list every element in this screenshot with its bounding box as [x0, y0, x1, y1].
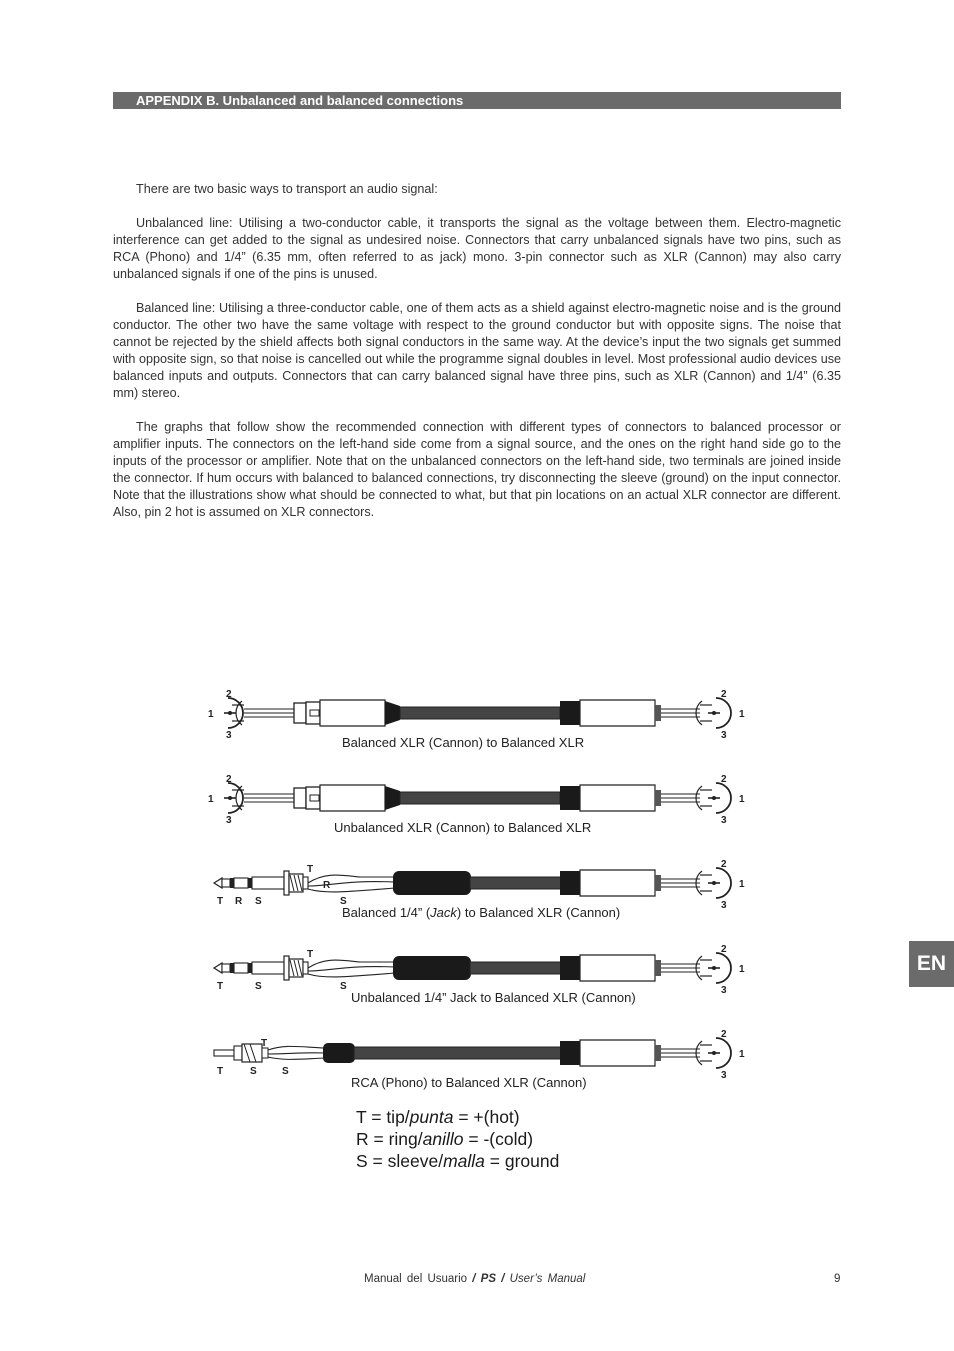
legend-tip: T = tip/punta = +(hot) — [356, 1107, 520, 1127]
row-balanced-xlr — [208, 689, 745, 750]
caption-balanced-xlr: Balanced XLR (Cannon) to Balanced XLR — [342, 735, 585, 750]
manual-title: Manual del Usuario / PS / User’s Manual — [364, 1273, 586, 1285]
page-footer — [0, 1273, 954, 1289]
pin-label: 2 — [721, 774, 727, 785]
pin-label: S — [282, 1066, 289, 1077]
pin-label: R — [235, 896, 243, 907]
paragraph-intro: There are two basic ways to transport an audio signal: — [136, 182, 438, 196]
pin-label: T — [217, 981, 224, 992]
paragraph-unbalanced: Unbalanced line: Utilising a two-conductor cable, it transports the signal as the voltage between them. Electro-magnetic interference can get added to the signal as undesired noise. Connectors that carry unbalanced signals have two pins, such as RCA (Phono) and 1/4” (6.35 mm, often referred to as jack) mono. 3-pin connector such as XLR (Cannon) may also carry unbalanced signals if one of the pins is unused. — [113, 216, 841, 281]
pin-label: S — [340, 896, 347, 907]
pin-label: S — [255, 981, 262, 992]
paragraph-graphs: The graphs that follow show the recommended connection with different types of connectors to balanced processor or amplifier inputs. The connectors on the left-hand side come from a signal source, and the ones on the right hand side go to the inputs of the processor or amplifier. Note that on the unbalanced connectors on the left-hand side, two terminals are joined inside the connector. If hum occurs with balanced to balanced connections, try disconnecting the sleeve (ground) on the input connector. Note that the illustrations show what should be connected to what, but that pin locations on an actual XLR connector are different. Also, pin 2 hot is assumed on XLR connectors. — [113, 420, 841, 519]
row-unbalanced-jack — [214, 944, 745, 1005]
pin-label: 1 — [739, 964, 745, 975]
pin-label: T — [307, 949, 314, 960]
row-unbalanced-xlr — [208, 774, 745, 835]
row-rca — [214, 1029, 745, 1090]
pin-label: 2 — [721, 689, 727, 700]
pin-label: 3 — [721, 985, 727, 996]
pin-label: 3 — [721, 815, 727, 826]
pin-label: 3 — [721, 1070, 727, 1081]
pin-label: R — [323, 880, 331, 891]
legend-ring: R = ring/anillo = -(cold) — [356, 1129, 534, 1149]
pin-label: 3 — [721, 900, 727, 911]
page-number: 9 — [834, 1273, 841, 1285]
pin-label: 1 — [739, 794, 745, 805]
caption-rca: RCA (Phono) to Balanced XLR (Cannon) — [351, 1075, 587, 1090]
pin-label: 2 — [226, 774, 232, 785]
paragraph-balanced: Balanced line: Utilising a three-conductor cable, one of them acts as a shield against electro-magnetic noise and is the ground conductor. The other two have the same voltage with respect to the ground conductor but with opposite signs. The noise that cannot be rejected by the shield affects both signal conductors in the same way. At the device’s input the two signals get summed with opposite sign, so that noise is cancelled out while the programme signal doubles in level. Most professional audio devices use balanced inputs and outputs. Connectors that can carry balanced signal have three pins, such as XLR (Cannon) and 1/4” (6.35 mm) stereo. — [113, 301, 841, 400]
caption-balanced-jack: Balanced 1/4” (Jack) to Balanced XLR (Cannon) — [342, 905, 621, 920]
legend-sleeve: S = sleeve/malla = ground — [356, 1151, 560, 1171]
pin-label: 2 — [721, 1029, 727, 1040]
pin-label: 2 — [721, 859, 727, 870]
pin-label: S — [255, 896, 262, 907]
language-tab: EN — [909, 941, 954, 987]
legend — [356, 1106, 559, 1172]
pin-label: 1 — [208, 709, 214, 720]
pin-label: 3 — [721, 730, 727, 741]
pin-label: S — [340, 981, 347, 992]
pin-label: T — [307, 864, 314, 875]
pin-label: S — [250, 1066, 257, 1077]
pin-label: 3 — [226, 730, 232, 741]
pin-label: 1 — [208, 794, 214, 805]
caption-unbalanced-xlr: Unbalanced XLR (Cannon) to Balanced XLR — [334, 820, 592, 835]
pin-label: 1 — [739, 709, 745, 720]
pin-label: 1 — [739, 1049, 745, 1060]
caption-unbalanced-jack: Unbalanced 1/4” Jack to Balanced XLR (Cannon) — [351, 990, 636, 1005]
pin-label: T — [217, 896, 224, 907]
section-header: APPENDIX B. Unbalanced and balanced connections — [113, 92, 841, 109]
row-balanced-jack — [214, 859, 745, 920]
pin-label: T — [217, 1066, 224, 1077]
pin-label: 3 — [226, 815, 232, 826]
pin-label: 2 — [721, 944, 727, 955]
pin-label: 2 — [226, 689, 232, 700]
pin-label: T — [261, 1038, 268, 1049]
pin-label: 1 — [739, 879, 745, 890]
